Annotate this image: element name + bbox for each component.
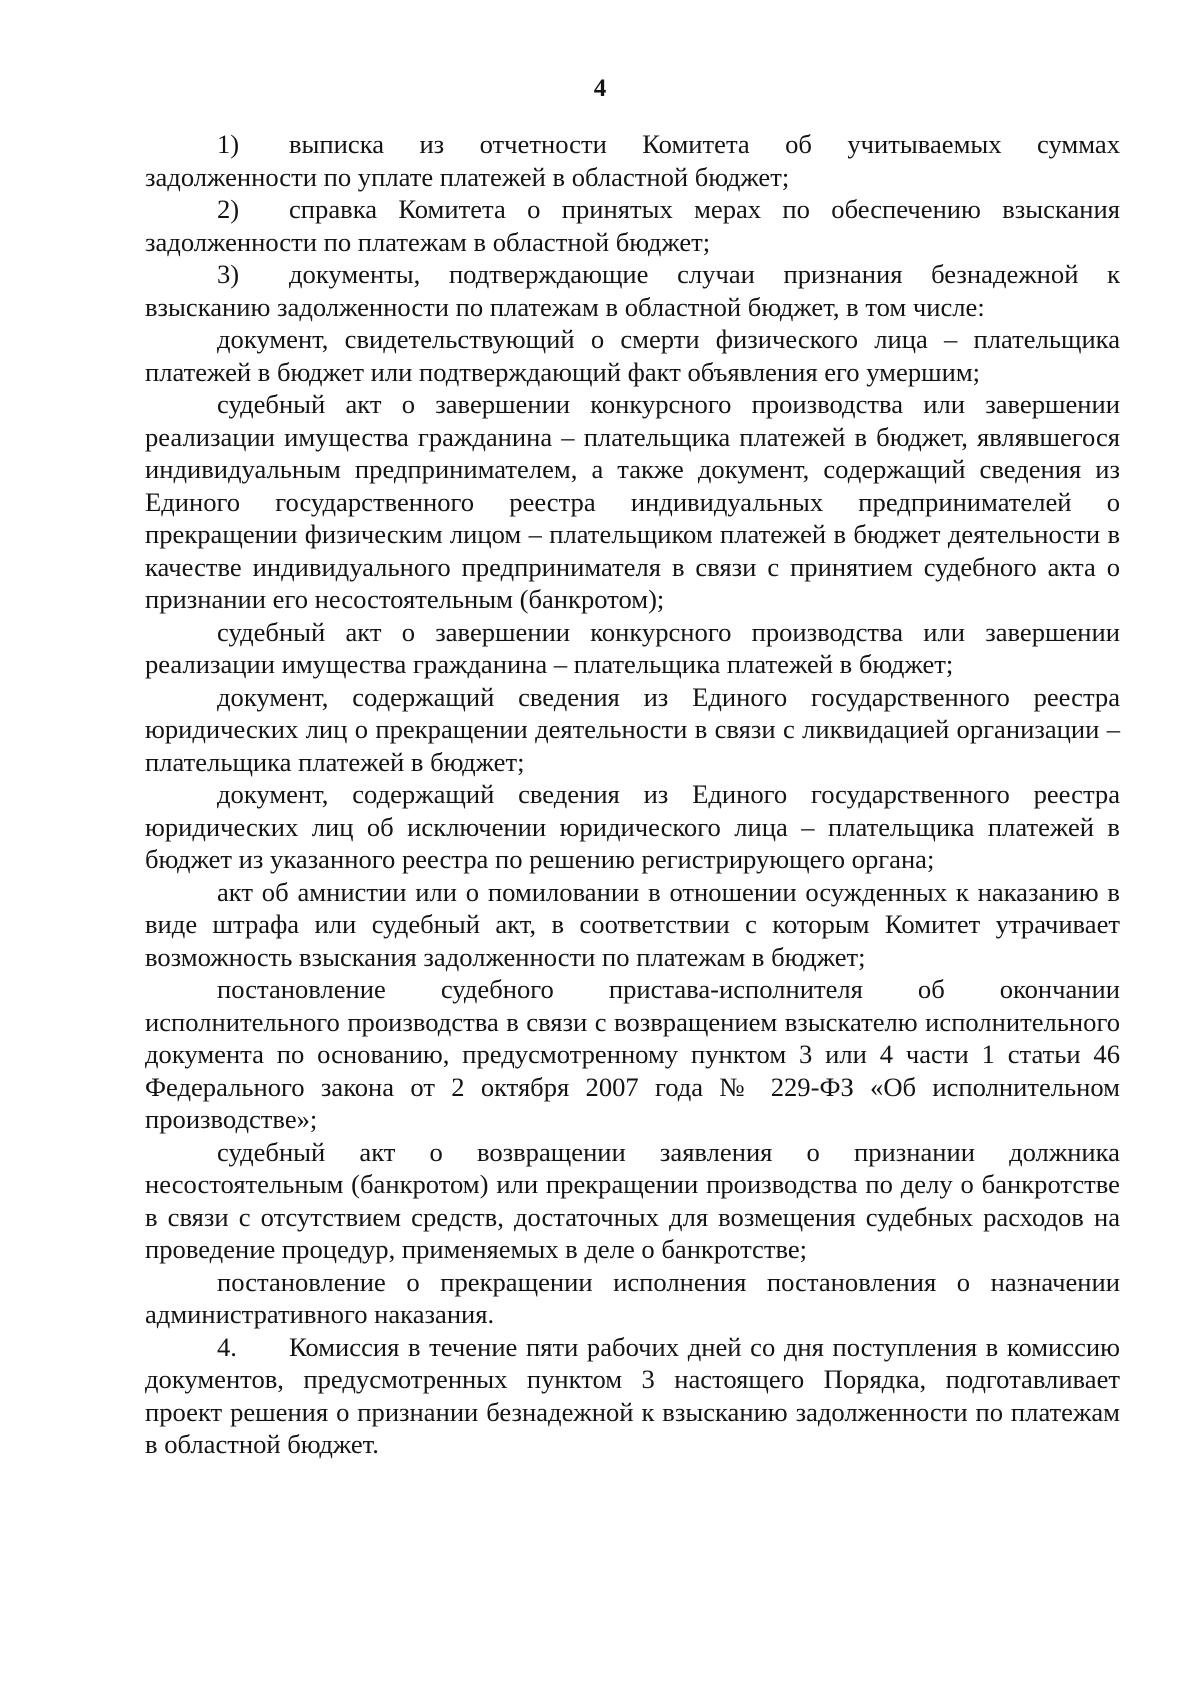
list-item-text: справка Комитета о принятых мерах по обеспечению взыскания задолженности по платежам в областной бюджет;: [145, 194, 1120, 257]
paragraph-exclusion: документ, содержащий сведения из Единого государственного реестра юридических лиц об исключении юридического лица – плательщика платежей в бюджет из указанного реестра по решению регистрирующего органа;: [145, 779, 1120, 874]
paragraph-bankruptcy-entrepreneur: судебный акт о завершении конкурсного производства или завершении реализации имущества гражданина – плательщика платежей в бюджет, являвшегося индивидуальным предпринимателем, а также документ, содержащий сведения из Единого государственного реестра индивидуальных предпринимателей о прекращении физическим лицом – плательщиком платежей в бюджет деятельности в качестве индивидуального предпринимателя в связи с принятием судебного акта о признании его несостоятельным (банкротом);: [145, 389, 1120, 614]
paragraph-returned-application: судебный акт о возвращении заявления о признании должника несостоятельным (банкротом) или прекращении производства по делу о банкротстве в связи с отсутствием средств, достаточных для возмещения судебных расходов на проведение процедур, применяемых в деле о банкротстве;: [145, 1136, 1120, 1264]
list-item-4: [145, 1331, 1120, 1461]
paragraph-bankruptcy-citizen: судебный акт о завершении конкурсного производства или завершении реализации имущества гражданина – плательщика платежей в бюджет;: [145, 616, 1120, 679]
list-item-text: документы, подтверждающие случаи признания безнадежной к взысканию задолженности по платежам в областной бюджет, в том числе:: [145, 259, 1120, 322]
paragraph-bailiff-resolution: постановление судебного пристава-исполнителя об окончании исполнительного производства в связи с возвращением взыскателю исполнительного документа по основанию, предусмотренному пунктом 3 или 4 части 1 статьи 46 Федерального закона от 2 октября 2007 года № 229-ФЗ «Об исполнительном производстве»;: [145, 974, 1120, 1134]
list-item-text: выписка из отчетности Комитета об учитываемых суммах задолженности по уплате платежей в областной бюджет;: [145, 129, 1120, 192]
list-item-number: 1): [217, 129, 240, 159]
paragraph-amnesty: акт об амнистии или о помиловании в отношении осужденных к наказанию в виде штрафа или судебный акт, в соответствии с которым Комитет утрачивает возможность взыскания задолженности по платежам в бюджет;: [145, 876, 1120, 972]
paragraph-liquidation: документ, содержащий сведения из Единого государственного реестра юридических лиц о прекращении деятельности в связи с ликвидацией организации – плательщика платежей в бюджет;: [145, 681, 1120, 777]
list-item-2: [145, 193, 1120, 258]
list-item-3: [145, 258, 1120, 323]
paragraph-termination: постановление о прекращении исполнения постановления о назначении административного наказания.: [145, 1266, 1120, 1329]
list-item-number: 3): [217, 259, 240, 289]
document-body: [145, 128, 1120, 1461]
paragraph-death-document: документ, свидетельствующий о смерти физического лица – плательщика платежей в бюджет или подтверждающий факт объявления его умершим;: [145, 324, 1120, 387]
list-item-number: 2): [217, 194, 240, 224]
page-number: 4: [593, 75, 607, 102]
list-item-1: [145, 128, 1120, 193]
list-item-number: 4.: [217, 1331, 237, 1362]
list-item-text: Комиссия в течение пяти рабочих дней со дня поступления в комиссию документов, предусмотренных пунктом 3 настоящего Порядка, подготавливает проект решения о признании безнадежной к взысканию задолженности по платежам в областной бюджет.: [145, 1331, 1120, 1459]
